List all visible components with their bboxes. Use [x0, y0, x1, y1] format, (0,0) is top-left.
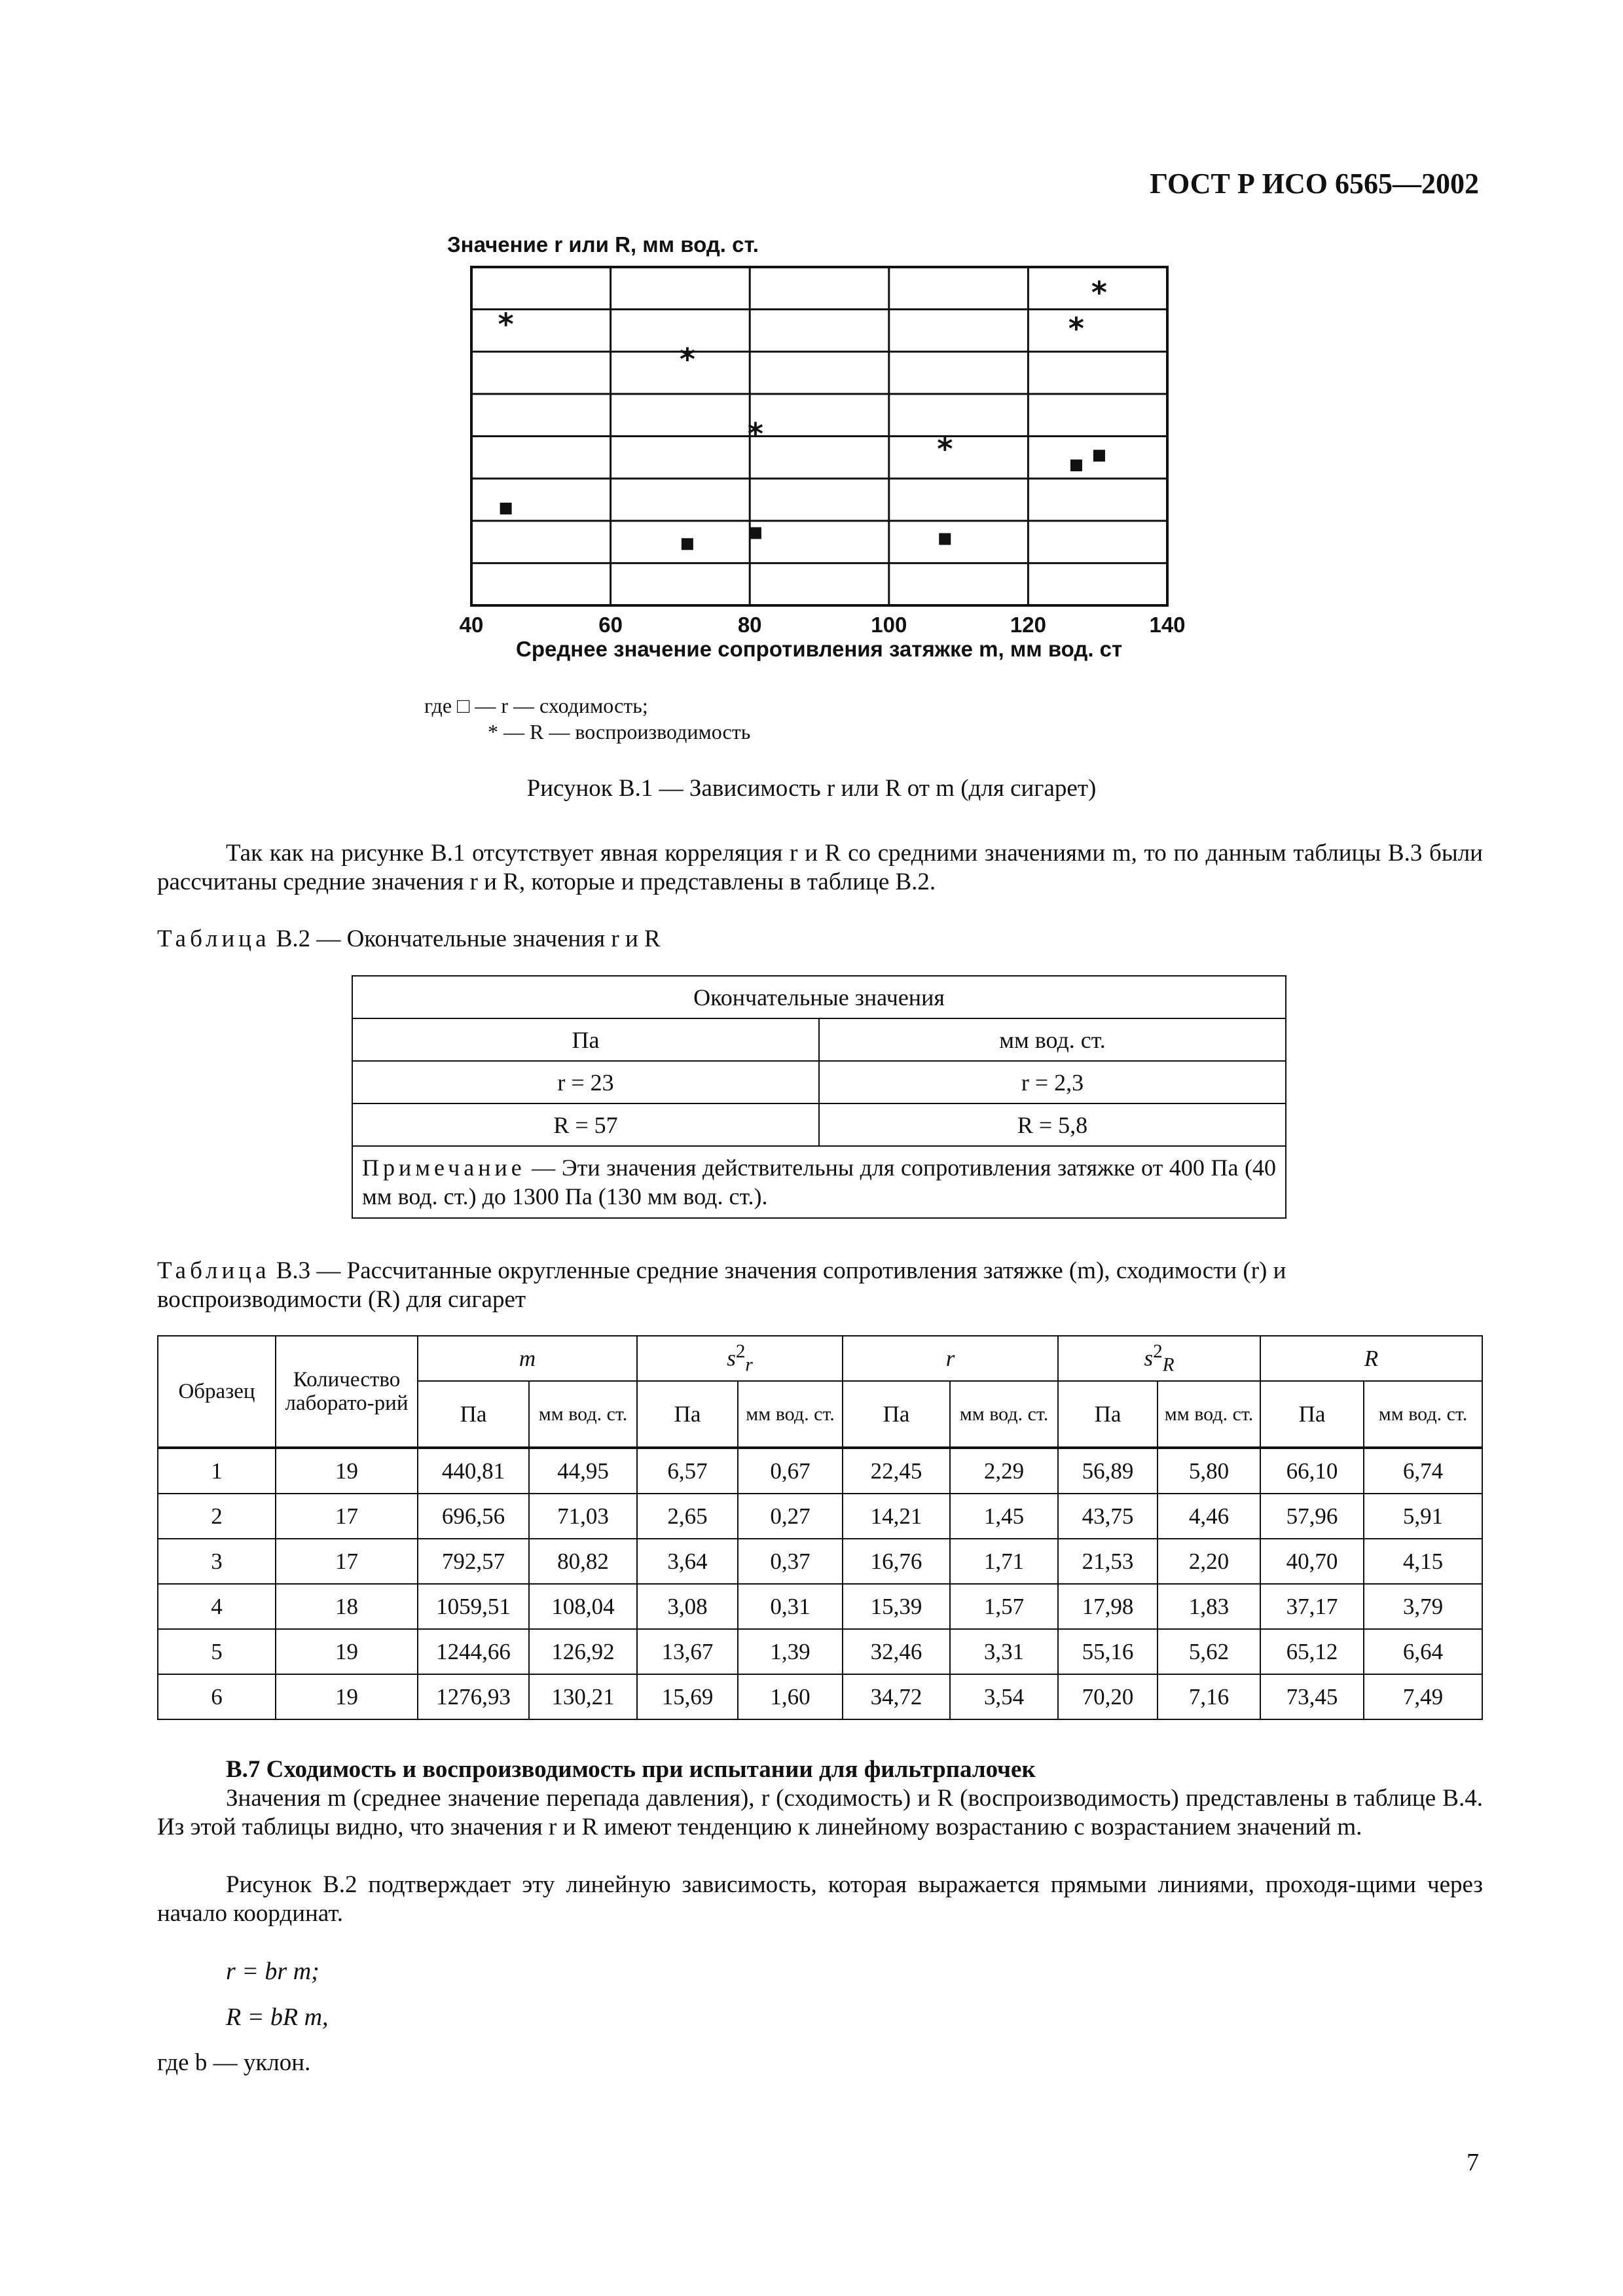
table-cell: 43,75 — [1058, 1494, 1158, 1539]
table-cell: 80,82 — [529, 1539, 637, 1584]
formula-r: r = br m; — [226, 1958, 319, 1985]
table-cell: 14,21 — [843, 1494, 950, 1539]
x-tick-label: 100 — [871, 613, 907, 637]
x-tick-label: 60 — [598, 613, 623, 637]
formula-R: R = bR m, — [226, 2003, 329, 2031]
table-b3-header-m: m — [418, 1336, 637, 1381]
table-b3-header-R: R — [1260, 1336, 1482, 1381]
table-b3-unit-mm: мм вод. ст. — [738, 1381, 843, 1448]
table-b3-label — [157, 1257, 1483, 1314]
table-cell: 70,20 — [1058, 1674, 1158, 1719]
table-b2-label-word: Таблица — [157, 925, 270, 952]
chart-x-axis-title: Среднее значение сопротивления затяжке m, мм вод. ст — [516, 637, 1123, 661]
chart-figure-b1 — [0, 0, 1623, 655]
table-row — [158, 1629, 1482, 1674]
table-cell: 1,39 — [738, 1629, 843, 1674]
table-cell: 57,96 — [1260, 1494, 1364, 1539]
table-cell: 16,76 — [843, 1539, 950, 1584]
x-tick-label: 80 — [737, 613, 762, 637]
table-cell: 440,81 — [418, 1448, 529, 1494]
table-cell: 34,72 — [843, 1674, 950, 1719]
table-cell: 5 — [158, 1629, 276, 1674]
table-b3-header-sr2: $s^2_r$ — [637, 1336, 843, 1381]
table-b2-col-mm: мм вод. ст. — [819, 1018, 1286, 1061]
table-cell: 4,15 — [1364, 1539, 1482, 1584]
table-cell: 3,64 — [637, 1539, 738, 1584]
table-row — [158, 1584, 1482, 1629]
table-b3-unit-pa: Па — [843, 1381, 950, 1448]
table-b2-cell: R = 5,8 — [819, 1103, 1286, 1146]
table-cell: 21,53 — [1058, 1539, 1158, 1584]
paragraph-intro: Так как на рисунке В.1 отсутствует явная корреляция r и R со средними значениями m, то по данным таблицы В.3 были рассчитаны средние значения r и R, которые и представлены в таблице В.2. — [157, 840, 1483, 895]
table-cell: 40,70 — [1260, 1539, 1364, 1584]
table-b2-cell: r = 2,3 — [819, 1061, 1286, 1103]
table-b3-unit-pa: Па — [637, 1381, 738, 1448]
table-b3-header-labs: Количество лаборато-рий — [276, 1336, 418, 1448]
table-cell: 15,39 — [843, 1584, 950, 1629]
table-cell: 108,04 — [529, 1584, 637, 1629]
table-b3-unit-pa: Па — [418, 1381, 529, 1448]
table-cell: 17 — [276, 1539, 418, 1584]
table-b3 — [157, 1335, 1483, 1720]
table-cell: 19 — [276, 1448, 418, 1494]
table-cell: 130,21 — [529, 1674, 637, 1719]
table-cell: 71,03 — [529, 1494, 637, 1539]
section-b7-paragraph-1: Значения m (среднее значение перепада давления), r (сходимость) и R (воспроизводимость) представлены в таблице В.4. Из этой таблицы видно, что значения r и R имеют тенденцию к линейному возрастанию с возрастанием значений m. — [157, 1785, 1483, 1840]
figure-caption: Рисунок В.1 — Зависимость r или R от m (для сигарет) — [526, 775, 1097, 802]
section-b7-paragraph-2: Рисунок В.2 подтверждает эту линейную зависимость, которая выражается прямыми линиями, проходя-щими через начало координат. — [157, 1871, 1483, 1927]
table-row — [158, 1674, 1482, 1719]
table-row — [158, 1494, 1482, 1539]
table-cell: 3 — [158, 1539, 276, 1584]
convergence-point — [1093, 450, 1105, 461]
reproducibility-point: * — [679, 342, 695, 378]
table-b3-unit-pa: Па — [1058, 1381, 1158, 1448]
table-cell: 0,31 — [738, 1584, 843, 1629]
slope-definition: где b — уклон. — [157, 2049, 311, 2076]
table-b3-unit-pa: Па — [1260, 1381, 1364, 1448]
reproducibility-point: * — [747, 416, 763, 452]
table-cell: 56,89 — [1058, 1448, 1158, 1494]
x-tick-label: 140 — [1149, 613, 1186, 637]
table-row — [158, 1539, 1482, 1584]
section-b7-heading: В.7 Сходимость и воспроизводимость при испытании для фильтрпалочек — [226, 1756, 1036, 1783]
table-cell: 22,45 — [843, 1448, 950, 1494]
table-cell: 2,65 — [637, 1494, 738, 1539]
table-cell: 1276,93 — [418, 1674, 529, 1719]
table-b3-header-r: r — [843, 1336, 1058, 1381]
table-cell: 3,79 — [1364, 1584, 1482, 1629]
table-cell: 3,31 — [950, 1629, 1058, 1674]
table-cell: 1059,51 — [418, 1584, 529, 1629]
chart-y-axis-title: Значение r или R, мм вод. ст. — [447, 232, 759, 257]
table-b3-unit-mm: мм вод. ст. — [1364, 1381, 1482, 1448]
convergence-point — [939, 533, 951, 545]
reproducibility-point: * — [937, 431, 953, 467]
legend-prefix: где — [424, 694, 452, 717]
table-cell: 1 — [158, 1448, 276, 1494]
table-cell: 7,49 — [1364, 1674, 1482, 1719]
table-cell: 5,91 — [1364, 1494, 1482, 1539]
table-cell: 6,64 — [1364, 1629, 1482, 1674]
table-b3-unit-mm: мм вод. ст. — [950, 1381, 1058, 1448]
table-cell: 696,56 — [418, 1494, 529, 1539]
table-b2-title: Окончательные значения — [352, 976, 1286, 1018]
table-b2-note-text: — Эти значения действительны для сопротивления затяжке от 400 Па (40 мм вод. ст.) до 1300 Па (130 мм вод. ст.). — [362, 1155, 1276, 1210]
table-cell: 1,71 — [950, 1539, 1058, 1584]
table-cell: 126,92 — [529, 1629, 637, 1674]
table-cell: 1,57 — [950, 1584, 1058, 1629]
table-cell: 19 — [276, 1629, 418, 1674]
table-b2-cell: r = 23 — [352, 1061, 819, 1103]
table-cell: 1244,66 — [418, 1629, 529, 1674]
x-tick-label: 40 — [459, 613, 484, 637]
table-cell: 3,08 — [637, 1584, 738, 1629]
table-b3-header-sR2: $s^2_R$ — [1058, 1336, 1260, 1381]
table-cell: 0,37 — [738, 1539, 843, 1584]
document-header: ГОСТ Р ИСО 6565—2002 — [1150, 168, 1479, 200]
table-cell: 6 — [158, 1674, 276, 1719]
legend-square-symbol: □ — [457, 694, 470, 717]
table-b2-label — [157, 925, 1483, 954]
table-b2-col-pa: Па — [352, 1018, 819, 1061]
convergence-point — [682, 538, 693, 550]
legend-convergence-text: — r — сходимость; — [475, 694, 648, 717]
table-b2-note — [352, 1146, 1286, 1218]
table-cell: 17,98 — [1058, 1584, 1158, 1629]
table-cell: 1,45 — [950, 1494, 1058, 1539]
table-b2-label-rest: В.2 — Окончательные значения r и R — [276, 925, 661, 952]
table-cell: 6,57 — [637, 1448, 738, 1494]
reproducibility-point: * — [1068, 310, 1084, 346]
table-cell: 73,45 — [1260, 1674, 1364, 1719]
page-number: 7 — [1467, 2149, 1479, 2176]
table-cell: 18 — [276, 1584, 418, 1629]
table-cell: 65,12 — [1260, 1629, 1364, 1674]
table-cell: 3,54 — [950, 1674, 1058, 1719]
table-cell: 66,10 — [1260, 1448, 1364, 1494]
table-cell: 0,67 — [738, 1448, 843, 1494]
table-cell: 37,17 — [1260, 1584, 1364, 1629]
table-b3-label-rest: В.3 — Рассчитанные округленные средние значения сопротивления затяжке (m), сходимости (r) и воспроизводимости (R) для сигарет — [157, 1257, 1286, 1313]
table-cell: 2 — [158, 1494, 276, 1539]
table-cell: 4 — [158, 1584, 276, 1629]
table-cell: 2,20 — [1158, 1539, 1260, 1584]
table-cell: 2,29 — [950, 1448, 1058, 1494]
table-cell: 7,16 — [1158, 1674, 1260, 1719]
table-cell: 15,69 — [637, 1674, 738, 1719]
table-b2-note-word: Примечание — [362, 1155, 526, 1181]
table-cell: 5,80 — [1158, 1448, 1260, 1494]
table-cell: 4,46 — [1158, 1494, 1260, 1539]
table-cell: 0,27 — [738, 1494, 843, 1539]
table-b3-unit-mm: мм вод. ст. — [529, 1381, 637, 1448]
table-b2 — [352, 975, 1286, 1219]
convergence-point — [500, 503, 512, 514]
table-cell: 6,74 — [1364, 1448, 1482, 1494]
table-cell: 17 — [276, 1494, 418, 1539]
table-b3-label-word: Таблица — [157, 1257, 270, 1284]
table-row — [158, 1448, 1482, 1494]
table-cell: 13,67 — [637, 1629, 738, 1674]
table-cell: 44,95 — [529, 1448, 637, 1494]
legend-line-convergence — [424, 694, 648, 718]
reproducibility-point: * — [498, 306, 514, 342]
table-b2-cell: R = 57 — [352, 1103, 819, 1146]
x-tick-label: 120 — [1010, 613, 1046, 637]
table-b3-unit-mm: мм вод. ст. — [1158, 1381, 1260, 1448]
table-b3-header-sample: Образец — [158, 1336, 276, 1448]
table-cell: 32,46 — [843, 1629, 950, 1674]
table-cell: 55,16 — [1058, 1629, 1158, 1674]
table-cell: 792,57 — [418, 1539, 529, 1584]
reproducibility-point: * — [1091, 274, 1107, 310]
convergence-point — [750, 527, 761, 539]
table-cell: 1,60 — [738, 1674, 843, 1719]
legend-line-reproducibility: * — R — воспроизводимость — [488, 720, 751, 744]
table-cell: 5,62 — [1158, 1629, 1260, 1674]
table-cell: 1,83 — [1158, 1584, 1260, 1629]
convergence-point — [1070, 459, 1082, 471]
table-cell: 19 — [276, 1674, 418, 1719]
